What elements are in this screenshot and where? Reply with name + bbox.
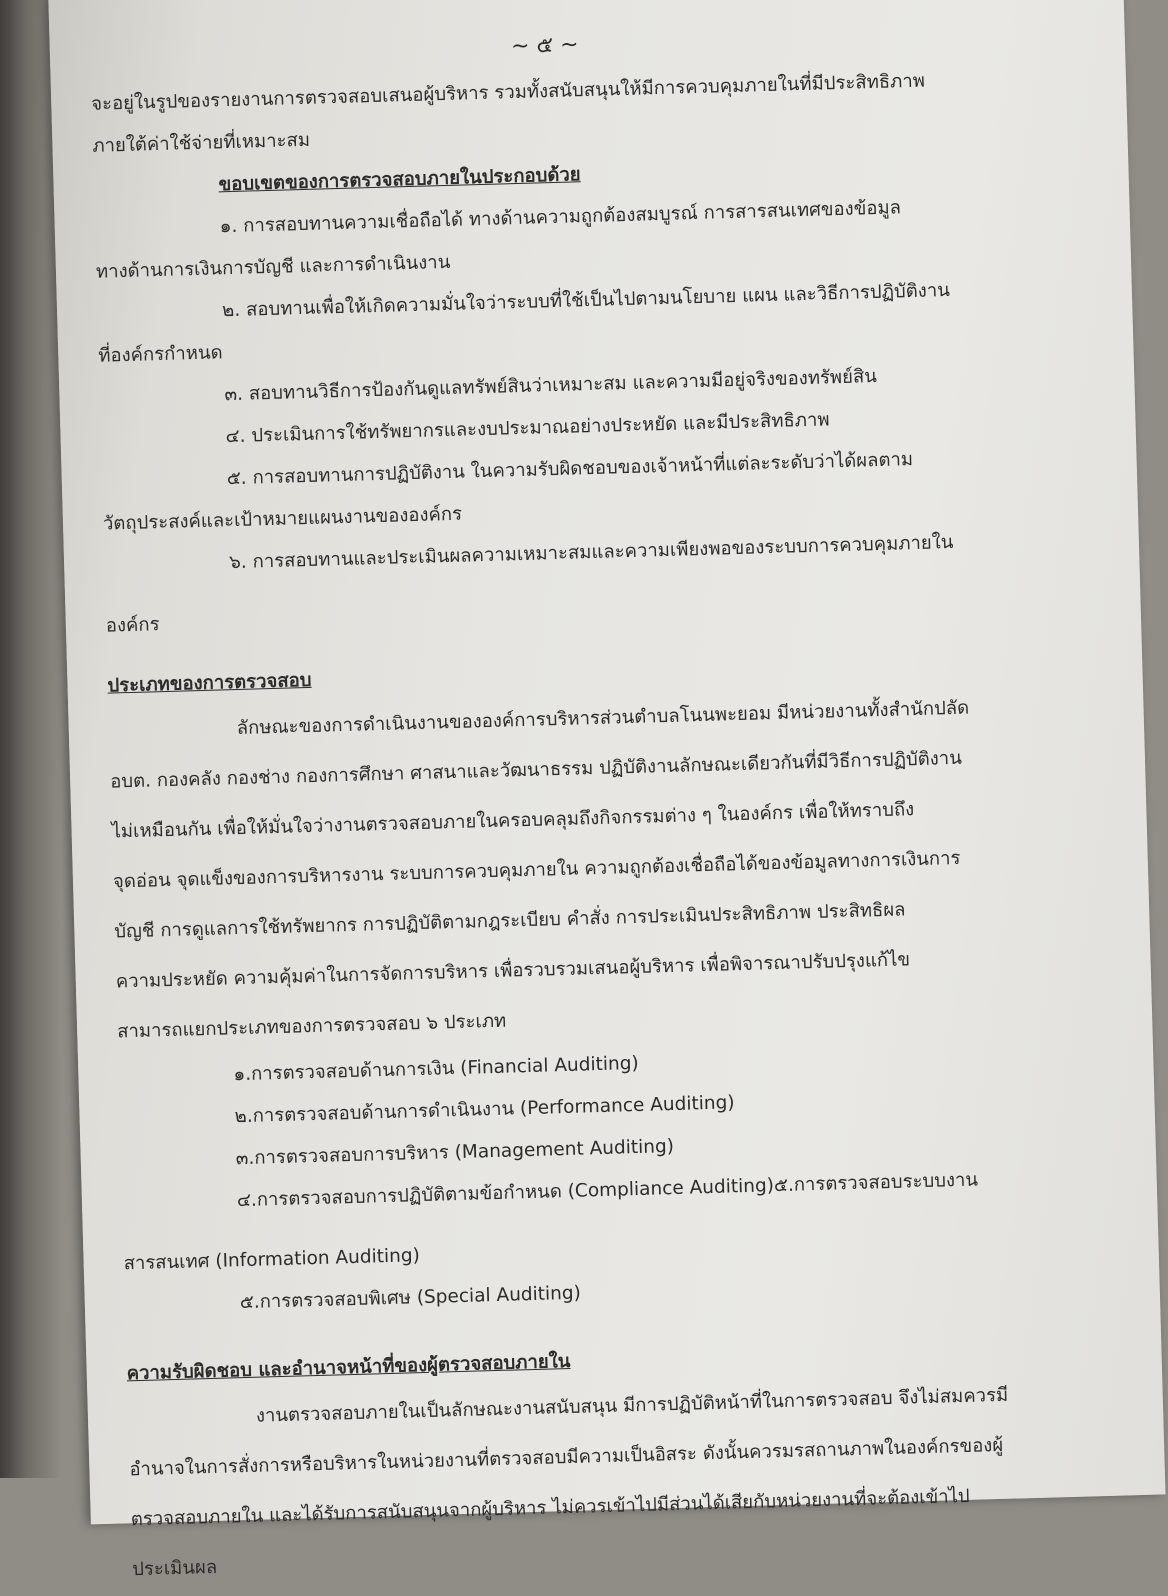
responsibility-heading: ความรับผิดชอบ และอำนาจหน้าที่ของผู้ตรวจสอบภายใน [126,1350,571,1385]
scope-item-6: ๖. การสอบทานและประเมินผลความเหมาะสมและความเพียงพอของระบบการควบคุมภายใน [228,531,954,574]
intro-line-2: ภายใต้ค่าใช้จ่ายที่เหมาะสม [92,129,311,157]
scope-item-5-cont: วัตถุประสงค์และเป้าหมายแผนงานขององค์กร [102,503,463,535]
scope-item-2-cont: ที่องค์กรกำหนด [98,342,223,367]
resp-para-line-4: ประเมินผล [131,1556,218,1581]
scope-item-2: ๒. สอบทานเพื่อให้เกิดความมั่นใจว่าระบบที่ใช้เป็นไปตามนโยบาย แผน และวิธีการปฏิบัติงาน [221,279,951,322]
scope-item-1-cont: ทางด้านการเงินการบัญชี และการดำเนินงาน [95,251,451,283]
types-para-line-2: อบต. กองคลัง กองช่าง กองการศึกษา ศาสนาและวัฒนาธรรม ปฏิบัติงานลักษณะเดียวกันที่มีวิธีการปฏิบัติงาน [109,747,963,793]
types-heading: ประเภทของการตรวจสอบ [107,669,312,697]
page-number: ~ ๕ ~ [510,32,579,60]
audit-type-4: ๔.การตรวจสอบการปฏิบัติตามข้อกำหนด (Compliance Auditing)๕.การตรวจสอบระบบงาน [236,1169,979,1212]
document-page [48,0,1165,1581]
audit-type-4-cont: สารสนเทศ (Information Auditing) [123,1245,421,1275]
types-para-line-3: ไม่เหมือนกัน เพื่อให้มั่นใจว่างานตรวจสอบภายในครอบคลุมถึงกิจกรรมต่าง ๆ ในองค์กร เพื่อให้ทราบถึง [111,799,915,843]
scope-item-5: ๕. การสอบทานการปฏิบัติงาน ในความรับผิดชอบของเจ้าหน้าที่แต่ละระดับว่าได้ผลตาม [226,449,914,490]
scope-item-1: ๑. การสอบทานความเชื่อถือได้ ทางด้านความถูกต้องสมบูรณ์ การสารสนเทศของข้อมูล [219,197,902,238]
book-spine-shadow [0,0,60,1478]
resp-para-line-1: งานตรวจสอบภายในเป็นลักษณะงานสนับสนุน มีการปฏิบัติหน้าที่ในการตรวจสอบ จึงไม่สมควรมี [255,1384,1009,1427]
types-para-line-1: ลักษณะของการดำเนินงานขององค์การบริหารส่วนตำบลโนนพะยอม มีหน่วยงานทั้งสำนักปลัด [236,697,970,740]
scope-item-4: ๔. ประเมินการใช้ทรัพยากรและงบประมาณอย่างประหยัด และมีประสิทธิภาพ [225,409,830,448]
types-para-line-7: สามารถแยกประเภทของการตรวจสอบ ๖ ประเภท [116,1010,507,1043]
scope-heading: ขอบเขตของการตรวจสอบภายในประกอบด้วย [218,164,581,196]
scope-item-6-cont: องค์กร [105,614,160,637]
resp-para-line-2: อำนาจในการสั่งการหรือบริหารในหน่วยงานที่ตรวจสอบมีความเป็นอิสระ ดังนั้นควรมรสถานภาพในองค์กรของผู้ [129,1434,1004,1481]
types-para-line-4: จุดอ่อน จุดแข็งของการบริหารงาน ระบบการควบคุมภายใน ความถูกต้องเชื่อถือได้ของข้อมูลทางการเงินการ [112,847,961,893]
audit-type-5: ๕.การตรวจสอบพิเศษ (Special Auditing) [239,1282,582,1314]
resp-para-line-3: ตรวจสอบภายใน และได้รับการสนับสนุนจากผู้บริหาร ไม่ควรเข้าไปมีส่วนได้เสียกับหน่วยงานที่จะต้องเข้าไป [130,1485,970,1531]
types-para-line-6: ความประหยัด ความคุ้มค่าในการจัดการบริหาร เพื่อรวบรวมเสนอผู้บริหาร เพื่อพิจารณาปรับปรุงแก้ไข [115,949,911,993]
scope-item-3: ๓. สอบทานวิธีการป้องกันดูแลทรัพย์สินว่าเหมาะสม และความมีอยู่จริงของทรัพย์สิน [224,366,878,406]
audit-type-3: ๓.การตรวจสอบการบริหาร (Management Auditing) [235,1135,675,1170]
intro-line-1: จะอยู่ในรูปของรายงานการตรวจสอบเสนอผู้บริหาร รวมทั้งสนับสนุนให้มีการควบคุมภายในที่มีประสิทธิภาพ [90,70,926,115]
audit-type-2: ๒.การตรวจสอบด้านการดำเนินงาน (Performance Auditing) [234,1092,735,1128]
page-content [89,6,1122,1595]
types-para-line-5: บัญชี การดูแลการใช้ทรัพยากร การปฏิบัติตามกฎระเบียบ คำสั่ง การประเมินประสิทธิภาพ ประสิทธิผล [114,899,906,943]
audit-type-1: ๑.การตรวจสอบด้านการเงิน (Financial Auditing) [233,1052,639,1086]
